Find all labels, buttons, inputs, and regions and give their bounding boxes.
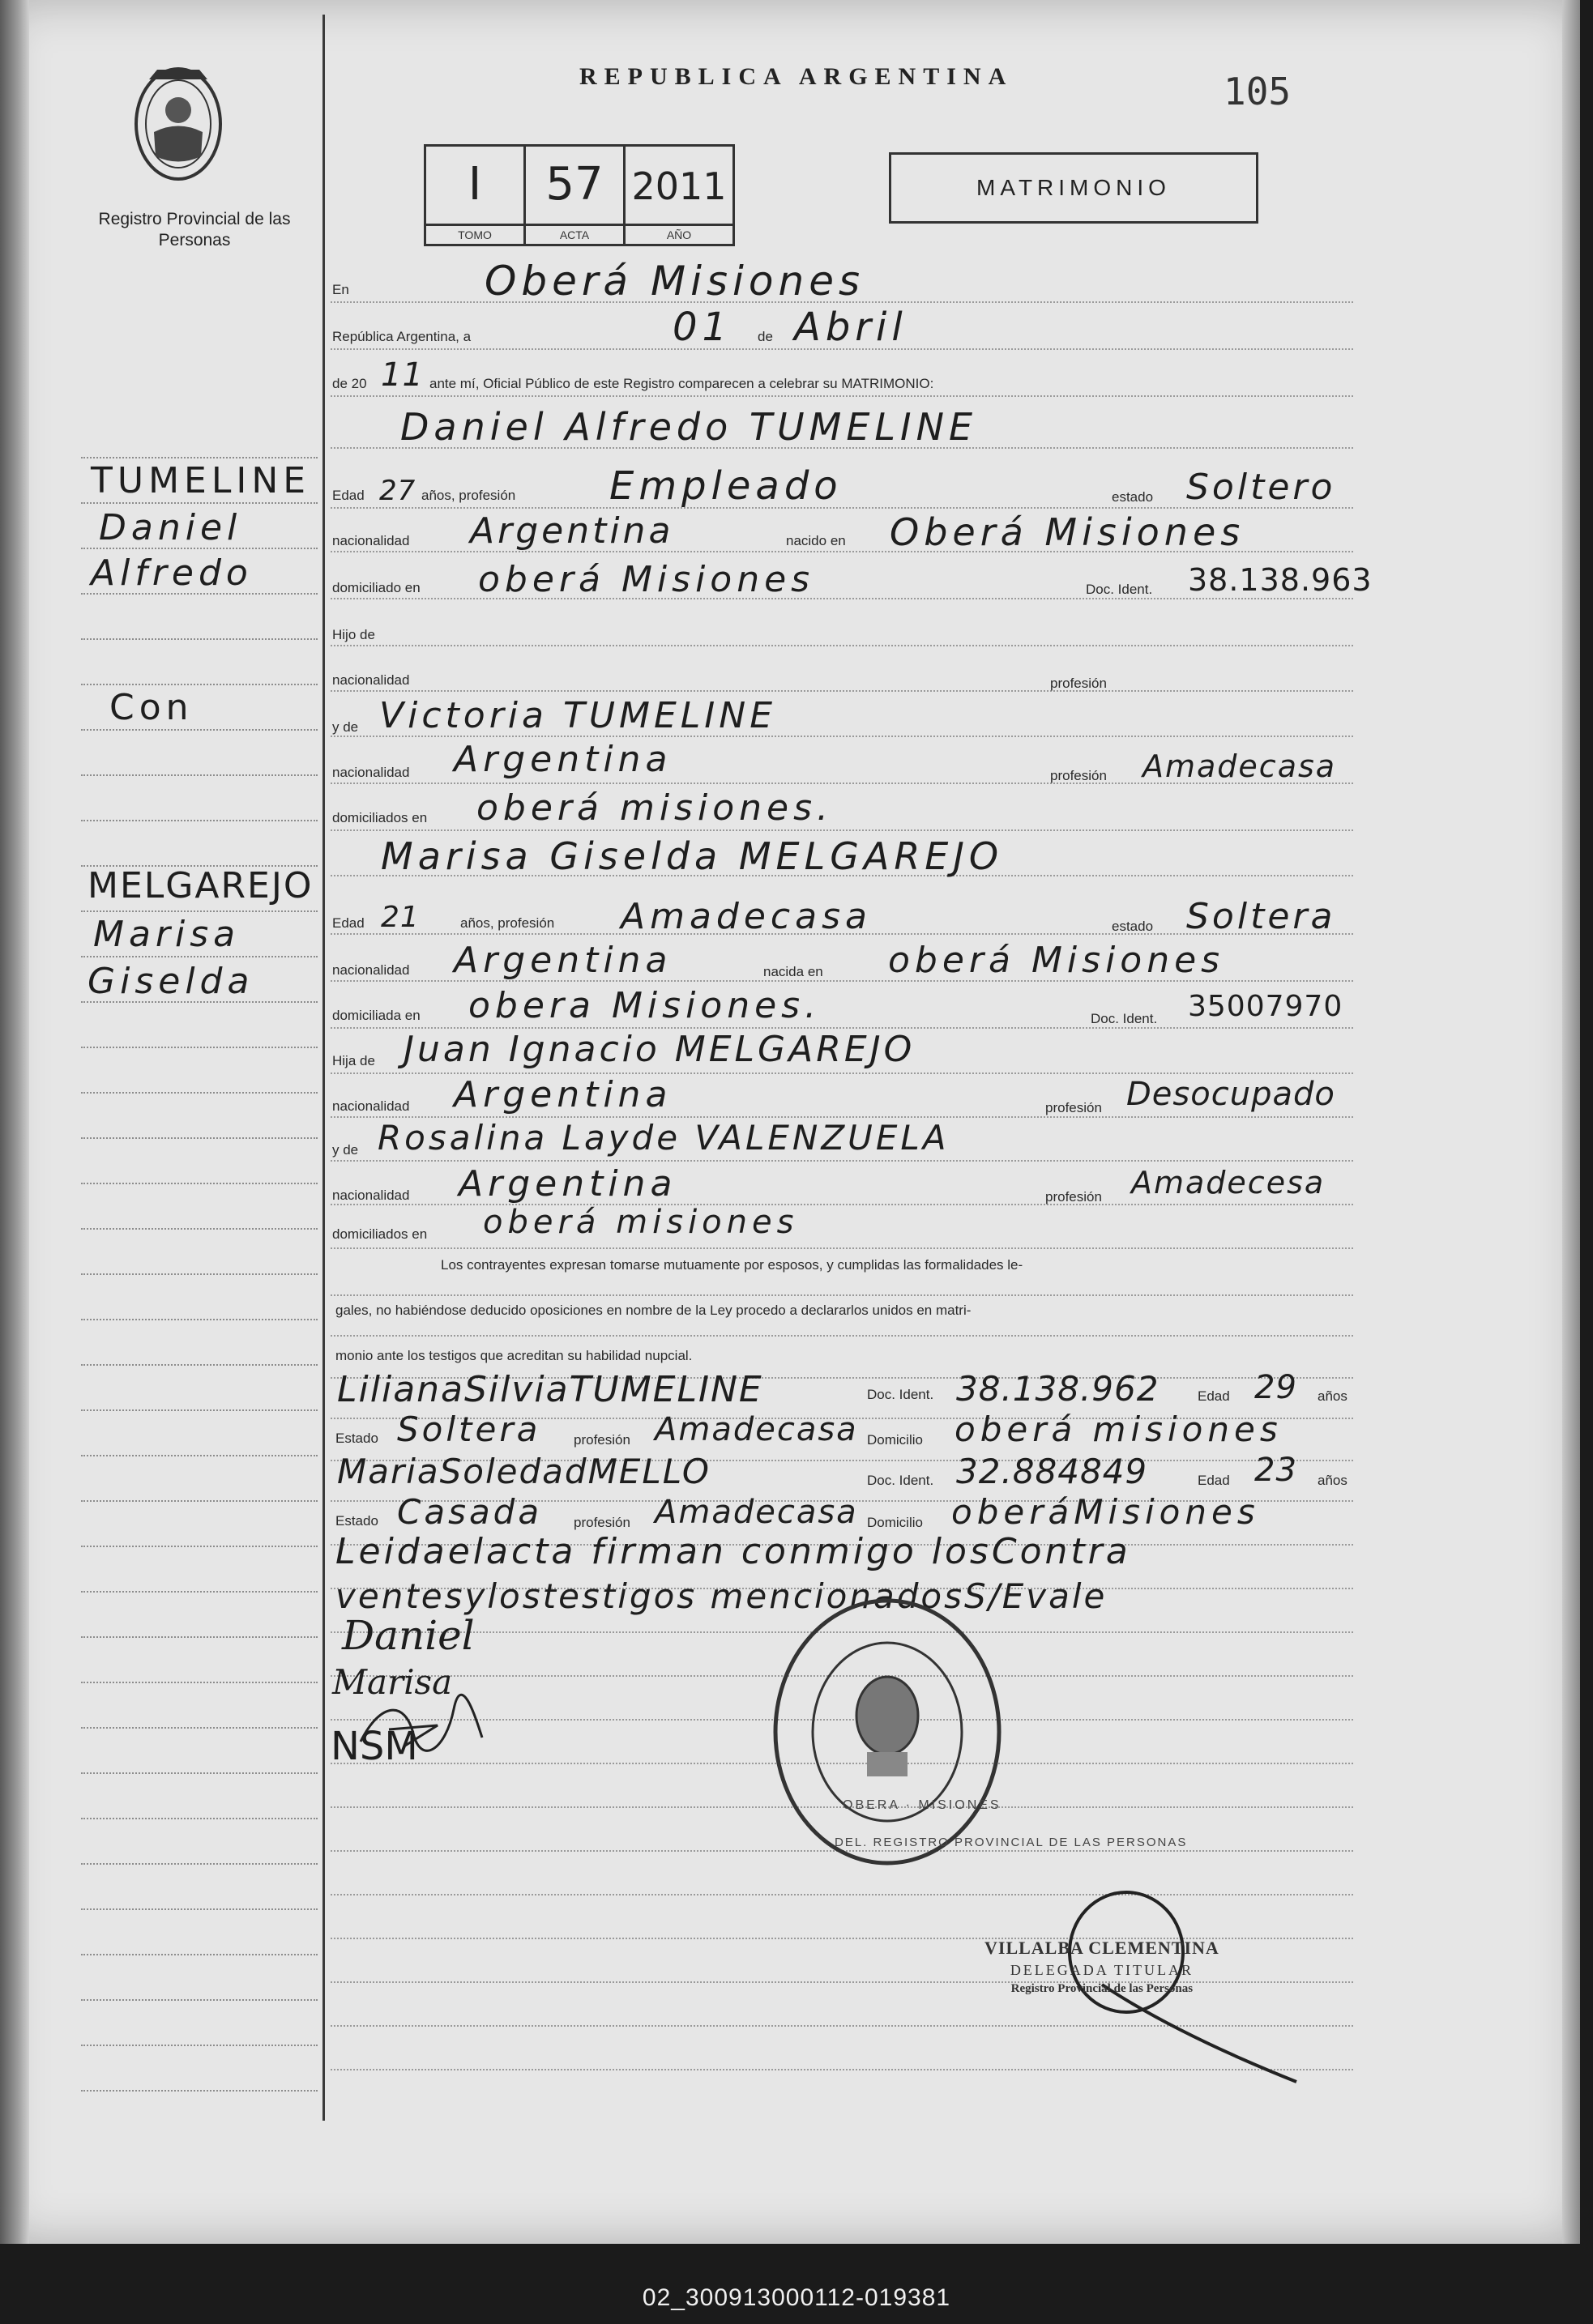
nacionalidad-label: nacionalidad [332,1098,410,1114]
nacionalidad-label: nacionalidad [332,1188,410,1203]
de20-label: de 20 [332,376,367,391]
profesion-label: profesión [1050,676,1107,691]
margin-rule [81,729,318,731]
hijo-de-label: Hijo de [332,627,375,642]
witness-1-age: 29 [1254,1369,1297,1406]
groom-parents-domicile: oberá misiones. [476,787,833,829]
en-label: En [332,282,349,297]
bride-profession: Amadecasa [621,896,872,937]
nacionalidad-label: nacionalidad [332,533,410,548]
profesion-label: profesión [1045,1100,1102,1115]
margin-rule [81,1636,318,1638]
margin-rule [81,1092,318,1094]
provincial-emblem [130,63,227,185]
groom-profession: Empleado [609,463,843,509]
closing-line-1: Leidaelacta firman conmigo losContra [335,1531,1131,1572]
stamp-city: OBERA · MISIONES [843,1798,1001,1812]
margin-rule [81,1591,318,1593]
bride-status: Soltera [1186,896,1336,937]
place: Oberá Misiones [485,258,865,305]
anio-cell [626,147,732,244]
profesion-label: profesión [574,1515,630,1530]
nacionalidad-label: nacionalidad [332,765,410,780]
nacionalidad-label: nacionalidad [332,962,410,978]
margin-connector: Con [109,687,194,728]
hija-de-label: Hija de [332,1053,375,1068]
margin-rule [81,1954,318,1955]
domiciliada-label: domiciliada en [332,1008,421,1023]
official-stamp [770,1594,1005,1870]
bride-mother-nationality: Argentina [459,1163,677,1205]
profesion-label: profesión [1050,768,1107,783]
margin-rule [81,1908,318,1910]
domicilio-label: Domicilio [867,1432,923,1448]
groom-status: Soltero [1186,467,1336,508]
declaration-line-3: monio ante los testigos que acreditan su habilidad nupcial. [335,1348,693,1363]
witness-1-status: Soltera [397,1409,541,1449]
anio-label: AÑO [626,224,732,244]
bride-age: 21 [381,901,420,934]
domiciliados-label: domiciliados en [332,810,428,825]
margin-groom-first: Daniel [99,507,242,548]
edad-label: Edad [1198,1388,1230,1404]
margin-rule [81,1999,318,2001]
field-rule [331,1335,1353,1337]
bride-domicile: obera Misiones. [468,985,822,1026]
estado-label: estado [1112,919,1154,934]
field-rule [331,829,1353,831]
margin-rule [81,1183,318,1184]
official-name: VILLALBA CLEMENTINA [984,1938,1219,1958]
groom-birthplace: Oberá Misiones [890,510,1245,554]
witness-2-doc: 32.884849 [956,1452,1148,1491]
margin-rule [81,1137,318,1139]
bride-mother-name: Rosalina Layde VALENZUELA [378,1118,950,1158]
edad-label: Edad [1198,1473,1230,1488]
groom-doc: 38.138.963 [1188,562,1373,598]
groom-mother-name: Victoria TUMELINE [379,695,777,736]
edad-label: Edad [332,488,365,503]
de-label: de [758,329,773,344]
margin-bride-second: Giselda [88,961,254,1002]
margin-rule [81,820,318,821]
doc-ident-label: Doc. Ident. [1091,1011,1158,1026]
witness-2-status: Casada [397,1492,543,1532]
margin-divider [322,15,325,2121]
stamp-text: DEL. REGISTRO PROVINCIAL DE LAS PERSONAS [835,1836,1188,1849]
witness-1-name: LilianaSilviaTUMELINE [337,1369,763,1410]
witness-1-doc: 38.138.962 [956,1369,1160,1409]
domicilio-label: Domicilio [867,1515,923,1530]
witness-1-profession: Amadecasa [655,1411,858,1448]
republica-label: República Argentina, a [332,329,472,344]
nacida-en-label: nacida en [763,964,823,979]
bride-mother-profession: Amadecesa [1131,1165,1326,1200]
margin-rule [81,910,318,912]
bride-father-profession: Desocupado [1126,1076,1335,1113]
witness-scribble [357,1693,486,1758]
margin-rule [81,1727,318,1729]
margin-rule [81,1818,318,1819]
registry-box [424,144,735,246]
bride-doc: 35007970 [1188,990,1343,1023]
country-heading: REPUBLICA ARGENTINA [579,63,1014,90]
margin-rule [81,1500,318,1502]
profesion-label: profesión [574,1432,630,1448]
margin-rule [81,457,318,458]
book-binding [0,0,29,2244]
groom-mother-profession: Amadecasa [1142,748,1337,784]
y-de-label: y de [332,1142,359,1158]
tomo-label: TOMO [426,224,523,244]
year-suffix: 11 [381,356,424,394]
field-rule [331,690,1353,692]
nacido-en-label: nacido en [786,533,846,548]
witness-2-name: MariaSoledadMELLO [337,1452,711,1491]
nacionalidad-label: nacionalidad [332,672,410,688]
witness-2-domicile: oberáMisiones [951,1492,1260,1532]
estado-label: estado [1112,489,1154,505]
act-type-box: MATRIMONIO [889,152,1258,224]
declaration-line-2: gales, no habiéndose deducido oposiciones en nombre de la Ley procedo a declararlos unidos en matri- [335,1303,972,1318]
domiciliado-label: domiciliado en [332,580,421,595]
anios-label: años [1318,1388,1347,1404]
tomo-cell [426,147,526,244]
anios-label: años [1318,1473,1347,1488]
acta-value: 57 [545,158,604,211]
field-rule [331,1294,1353,1296]
initials-signature: NSM [331,1724,418,1769]
image-id-footer: 02_300913000112-019381 [642,2284,951,2311]
declaration-line-1: Los contrayentes expresan tomarse mutuamente por esposos, y cumplidas las formalidades le- [441,1257,1023,1273]
groom-age: 27 [379,475,416,507]
witness-2-profession: Amadecasa [655,1494,858,1531]
margin-rule [81,1319,318,1320]
estado-cap-label: Estado [335,1513,378,1529]
margin-rule [81,1409,318,1411]
margin-rule [81,2045,318,2046]
estado-cap-label: Estado [335,1431,378,1446]
margin-rule [81,1772,318,1774]
margin-rule [81,956,318,957]
bride-nationality: Argentina [454,940,673,981]
witness-2-age: 23 [1254,1452,1297,1489]
witness-1-domicile: oberá misiones [955,1409,1283,1449]
margin-rule [81,684,318,685]
domiciliados-label: domiciliados en [332,1226,428,1242]
intro-text: ante mí, Oficial Público de este Registro comparecen a celebrar su MATRIMONIO: [429,376,934,391]
margin-rule [81,774,318,776]
groom-mother-nationality: Argentina [454,739,673,780]
margin-rule [81,1228,318,1230]
registry-office-name: Registro Provincial de las Personas [98,210,291,249]
field-rule [331,395,1353,397]
bride-full-name: Marisa Giselda MELGAREJO [381,834,1004,878]
official-stamp-block [984,1938,1219,1996]
groom-full-name: Daniel Alfredo TUMELINE [400,405,978,449]
margin-bride-surname: MELGAREJO [88,865,314,906]
bride-father-nationality: Argentina [454,1074,673,1115]
anios-profesion-label: años, profesión [421,488,516,503]
edad-label: Edad [332,915,365,931]
margin-bride-first: Marisa [93,914,241,955]
profesion-label: profesión [1045,1189,1102,1205]
margin-rule [81,1682,318,1683]
field-rule [331,645,1353,646]
margin-rule [81,638,318,640]
margin-rule [81,1863,318,1865]
anios-profesion-label: años, profesión [460,915,555,931]
bride-signature: Marisa [332,1662,453,1702]
groom-domicile: oberá Misiones [478,559,815,600]
tomo-value: I [468,158,482,211]
margin-rule [81,2090,318,2092]
margin-groom-surname: TUMELINE [91,460,311,501]
month: Abril [794,305,908,350]
page-edge [1562,0,1580,2244]
doc-ident-label: Doc. Ident. [867,1387,934,1402]
bride-parents-domicile: oberá misiones [483,1204,799,1241]
margin-rule [81,1546,318,1547]
margin-rule [81,1364,318,1366]
margin-rule [81,1455,318,1456]
doc-ident-label: Doc. Ident. [1086,582,1153,597]
day: 01 [673,305,732,350]
margin-rule [81,502,318,504]
doc-ident-label: Doc. Ident. [867,1473,934,1488]
y-de-label: y de [332,719,359,735]
bride-birthplace: oberá Misiones [888,940,1225,981]
acta-label: ACTA [526,224,623,244]
groom-signature: Daniel [342,1612,475,1659]
anio-value: 2011 [631,164,727,208]
field-rule [331,1247,1353,1249]
margin-rule [81,1273,318,1275]
official-title: DELEGADA TITULAR [1010,1962,1194,1978]
margin-groom-second: Alfredo [91,552,253,594]
groom-nationality: Argentina [470,510,674,552]
official-office: Registro Provincial de las Personas [1010,1982,1194,1995]
margin-rule [81,1047,318,1048]
acta-cell [526,147,626,244]
page-number: 105 [1224,70,1292,113]
field-rule [331,1160,1353,1162]
closing-line-2: ventesylostestigos mencionadosS/Evale [335,1576,1108,1616]
bride-father-name: Juan Ignacio MELGAREJO [404,1029,916,1070]
